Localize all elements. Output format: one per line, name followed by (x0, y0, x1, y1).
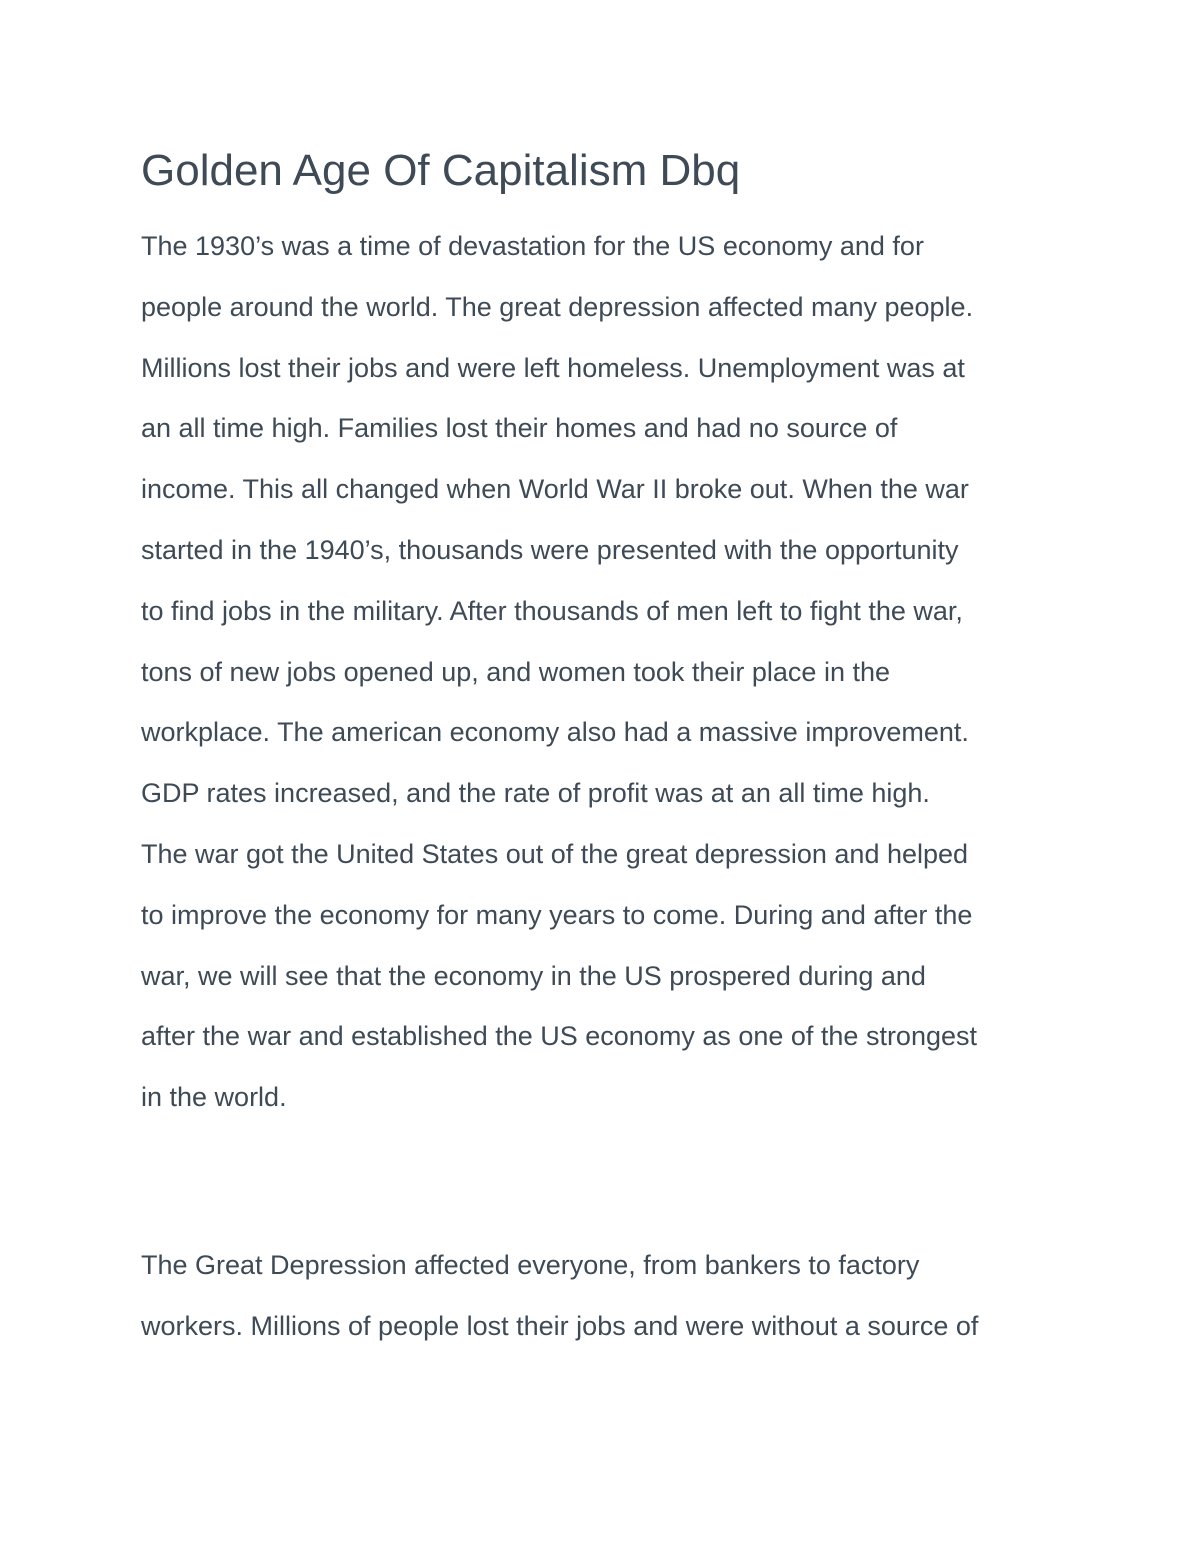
paragraph-1 (141, 216, 977, 1128)
paragraph-line: to find jobs in the military. After thousands of men left to fight the war, (141, 595, 963, 626)
paragraph-line: in the world. (141, 1082, 287, 1113)
document-title: Golden Age Of Capitalism Dbq (141, 146, 741, 195)
paragraph-line: people around the world. The great depression affected many people. (141, 291, 974, 322)
paragraph-line: The 1930’s was a time of devastation for the US economy and for (141, 231, 924, 261)
paragraph-line: workplace. The american economy also had a massive improvement. (141, 717, 969, 748)
paragraph-line: to improve the economy for many years to come. During and after the (141, 899, 973, 930)
paragraph-line: after the war and established the US economy as one of the strongest (141, 1021, 977, 1052)
paragraph-line: The war got the United States out of the great depression and helped (141, 838, 969, 869)
paragraph-line: an all time high. Families lost their homes and had no source of (141, 413, 898, 444)
paragraph-line: started in the 1940’s, thousands were presented with the opportunity (141, 534, 959, 565)
paragraph-line: tons of new jobs opened up, and women took their place in the (141, 656, 890, 687)
paragraph-line: war, we will see that the economy in the US prospered during and (141, 960, 926, 991)
paragraph-line: workers. Millions of people lost their jobs and were without a source of (141, 1310, 979, 1341)
paragraph-line: income. This all changed when World War II broke out. When the war (141, 474, 969, 505)
paragraph-line: The Great Depression affected everyone, from bankers to factory (141, 1250, 920, 1280)
paragraph-line: Millions lost their jobs and were left homeless. Unemployment was at (141, 352, 965, 383)
paragraph-line: GDP rates increased, and the rate of profit was at an all time high. (141, 778, 930, 809)
paragraph-2 (141, 1235, 978, 1357)
